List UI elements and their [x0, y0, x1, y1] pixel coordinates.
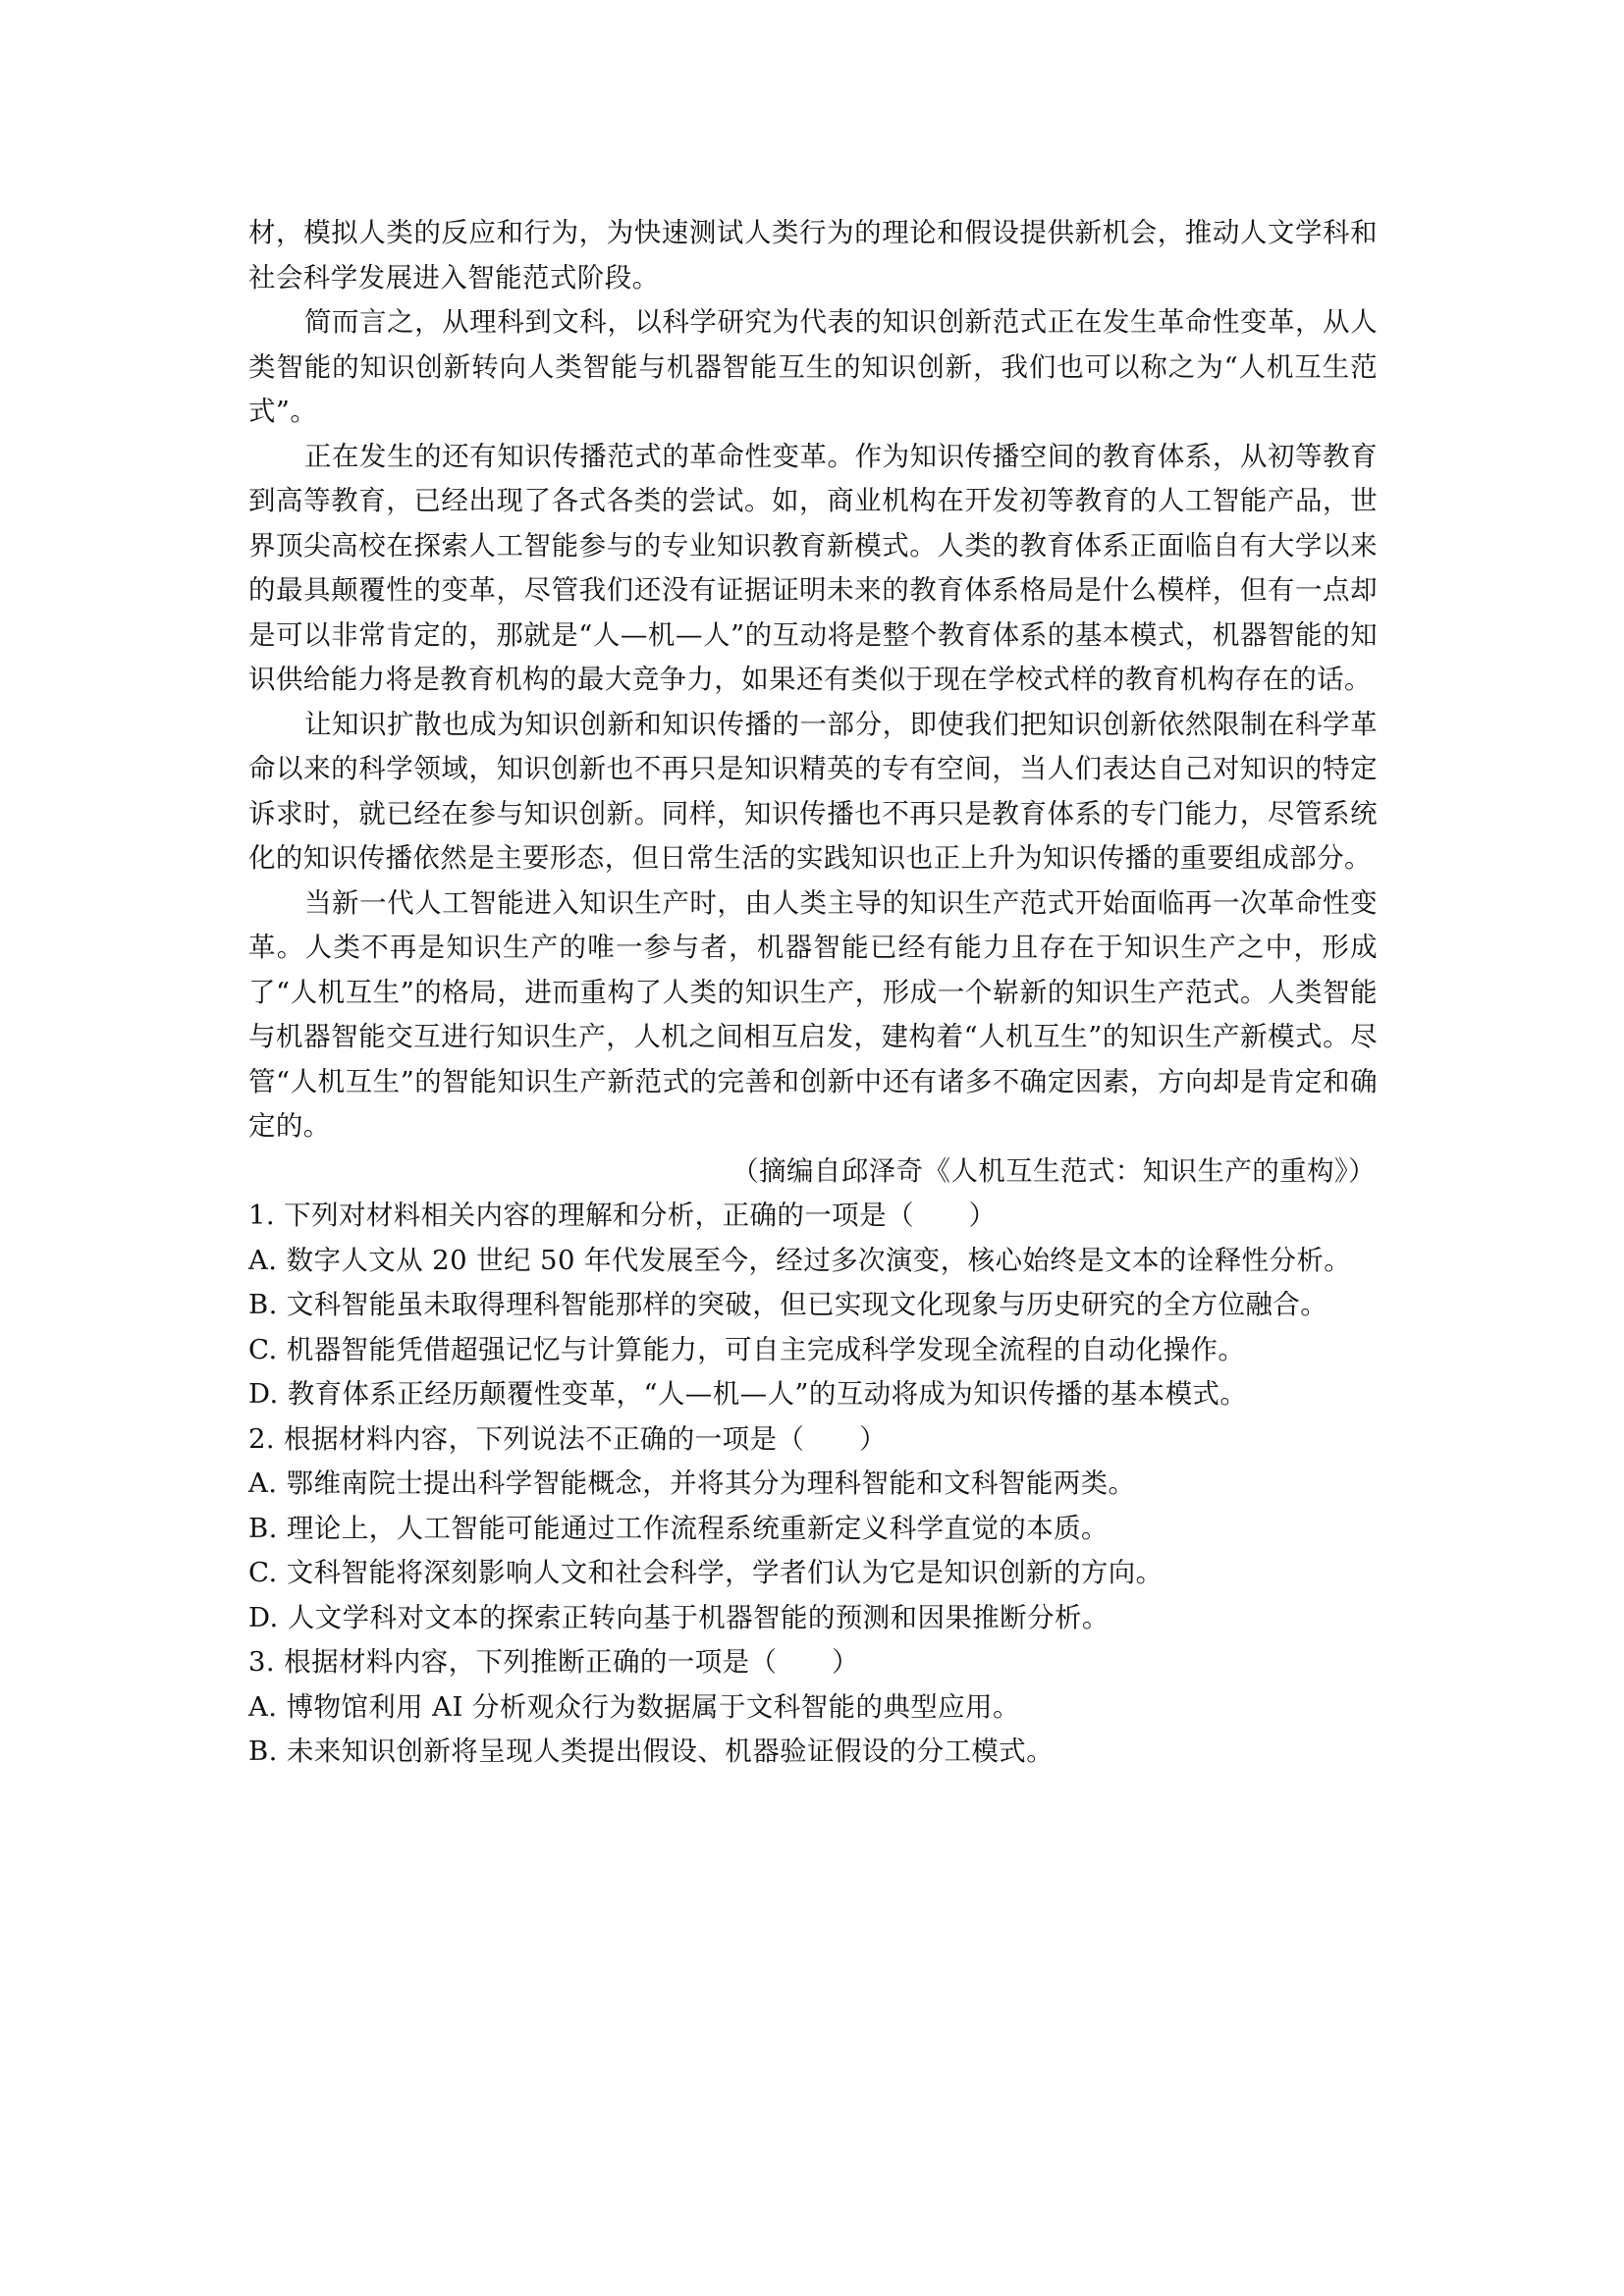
option-b: B. 文科智能虽未取得理科智能那样的突破，但已实现文化现象与历史研究的全方位融合。	[248, 1289, 1328, 1320]
option-c: C. 文科智能将深刻影响人文和社会科学，学者们认为它是知识创新的方向。	[248, 1557, 1164, 1588]
option-a: A. 博物馆利用 AI 分析观众行为数据属于文科智能的典型应用。	[248, 1690, 1020, 1723]
option-a: A. 数字人文从 20 世纪 50 年代发展至今，经过多次演变，核心始终是文本的诠释性分析。	[248, 1244, 1352, 1276]
option-b: B. 理论上，人工智能可能通过工作流程系统重新定义科学直觉的本质。	[248, 1512, 1109, 1544]
option-d: D. 人文学科对文本的探索正转向基于机器智能的预测和因果推断分析。	[248, 1601, 1110, 1633]
option-b: B. 未来知识创新将呈现人类提出假设、机器验证假设的分工模式。	[248, 1735, 1055, 1767]
question-stem: 3. 根据材料内容，下列推断正确的一项是（ ）	[248, 1646, 860, 1678]
source-citation: （摘编自邱泽奇《人机互生范式：知识生产的重构》）	[731, 1154, 1376, 1187]
question-1	[248, 1194, 1378, 1417]
paragraph: 正在发生的还有知识传播范式的革命性变革。作为知识传播空间的教育体系，从初等教育到高等教育，已经出现了各式各类的尝试。如，商业机构在开发初等教育的人工智能产品，世界顶尖高校在探索人工智能参与的专业知识教育新模式。人类的教育体系正面临自有大学以来的最具颠覆性的变革，尽管我们还没有证据证明未来的教育体系格局是什么模样，但有一点却是可以非常肯定的，那就是“人—机—人”的互动将是整个教育体系的基本模式，机器智能的知识供给能力将是教育机构的最大竞争力，如果还有类似于现在学校式样的教育机构存在的话。	[248, 440, 1378, 695]
option-a: A. 鄂维南院士提出科学智能概念，并将其分为理科智能和文科智能两类。	[248, 1468, 1136, 1499]
paragraph: 让知识扩散也成为知识创新和知识传播的一部分，即使我们把知识创新依然限制在科学革命以来的科学领域，知识创新也不再只是知识精英的专有空间，当人们表达自己对知识的特定诉求时，就已经在参与知识创新。同样，知识传播也不再只是教育体系的专门能力，尽管系统化的知识传播依然是主要形态，但日常生活的实践知识也正上升为知识传播的重要组成部分。	[248, 708, 1378, 874]
question-stem: 1. 下列对材料相关内容的理解和分析，正确的一项是（ ）	[248, 1200, 997, 1231]
option-d: D. 教育体系正经历颠覆性变革，“人—机—人”的互动将成为知识传播的基本模式。	[248, 1378, 1248, 1410]
option-c: C. 机器智能凭借超强记忆与计算能力，可自主完成科学发现全流程的自动化操作。	[248, 1333, 1246, 1365]
question-2	[248, 1417, 1378, 1641]
question-3	[248, 1640, 1378, 1775]
document-page	[248, 211, 1378, 1775]
paragraph-continued: 材，模拟人类的反应和行为，为快速测试人类行为的理论和假设提供新机会，推动人文学科和社会科学发展进入智能范式阶段。	[248, 217, 1378, 294]
paragraph: 当新一代人工智能进入知识生产时，由人类主导的知识生产范式开始面临再一次革命性变革。人类不再是知识生产的唯一参与者，机器智能已经有能力且存在于知识生产之中，形成了“人机互生”的格局，进而重构了人类的知识生产，形成一个崭新的知识生产范式。人类智能与机器智能交互进行知识生产，人机之间相互启发，建构着“人机互生”的知识生产新模式。尽管“人机互生”的智能知识生产新范式的完善和创新中还有诸多不确定因素，方向却是肯定和确定的。	[248, 886, 1378, 1142]
question-stem: 2. 根据材料内容，下列说法不正确的一项是（ ）	[248, 1422, 887, 1455]
paragraph: 简而言之，从理科到文科，以科学研究为代表的知识创新范式正在发生革命性变革，从人类智能的知识创新转向人类智能与机器智能互生的知识创新，我们也可以称之为“人机互生范式”。	[248, 306, 1378, 427]
